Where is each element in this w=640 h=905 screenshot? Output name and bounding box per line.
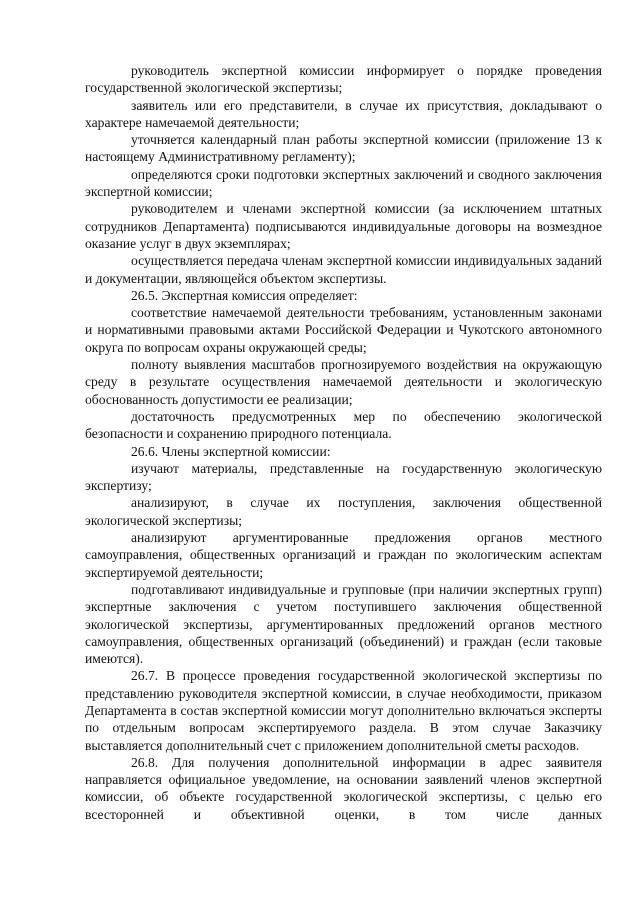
- paragraph-1: руководитель экспертной комиссии информирует о порядке проведения государственной экологической экспертизы;: [85, 63, 602, 96]
- paragraph-9: полноту выявления масштабов прогнозируемого воздействия на окружающую среду в результате осуществления намечаемой деятельности и экологическую обоснованность допустимости ее реализации;: [85, 357, 602, 407]
- paragraph-12: изучают материалы, представленные на государственную экологическую экспертизу;: [85, 460, 602, 494]
- section-26-8: 26.8. Для получения дополнительной информации в адрес заявителя направляется официальное уведомление, на основании заявлений членов экспертной комиссии, об объекте государственной экологической экспертизы, с целью его всесторонней и объективной оценки, в том числе данных: [85, 754, 602, 822]
- paragraph-14: анализируют аргументированные предложения органов местного самоуправления, общественных организаций и граждан по экологическим аспектам экспертируемой деятельности;: [85, 530, 602, 580]
- paragraph-10: достаточность предусмотренных мер по обеспечению экологической безопасности и сохранению природного потенциала.: [85, 408, 602, 442]
- section-26-7: 26.7. В процессе проведения государственной экологической экспертизы по представлению руководителя экспертной комиссии, в случае необходимости, приказом Департамента в состав экспертной комиссии могут дополнительно включаться эксперты по отдельным вопросам экспертируемого раздела. В этом случае Заказчику выставляется дополнительный счет с приложением дополнительной сметы расходов.: [85, 668, 602, 753]
- paragraph-8: соответствие намечаемой деятельности требованиям, установленным законами и нормативными правовыми актами Российской Федерации и Чукотского автономного округа по вопросам охраны окружающей среды;: [85, 305, 602, 355]
- paragraph-4: определяются сроки подготовки экспертных заключений и сводного заключения экспертной комиссии;: [85, 166, 602, 200]
- paragraph-15: подготавливают индивидуальные и групповые (при наличии экспертных групп) экспертные заключения с учетом поступившего заключения общественной экологической экспертизы, аргументированных предложений органов местного самоуправления, общественных организаций (объединений) и граждан (если таковые имеются).: [85, 581, 602, 667]
- paragraph-13: анализируют, в случае их поступления, заключения общественной экологической экспертизы;: [85, 495, 602, 528]
- paragraph-2: заявитель или его представители, в случае их присутствия, докладывают о характере намечаемой деятельности;: [85, 97, 602, 130]
- paragraph-3: уточняется календарный план работы экспертной комиссии (приложение 13 к настоящему Административному регламенту);: [85, 132, 602, 165]
- section-heading-26-6: 26.6. Члены экспертной комиссии:: [131, 443, 331, 459]
- section-heading-26-5: 26.5. Экспертная комиссия определяет:: [131, 287, 358, 303]
- paragraph-5: руководителем и членами экспертной комиссии (за исключением штатных сотрудников Департамента) подписываются индивидуальные договоры на возмездное оказание услуг в двух экземплярах;: [85, 201, 602, 251]
- paragraph-6: осуществляется передача членам экспертной комиссии индивидуальных заданий и документации, являющейся объектом экспертизы.: [85, 253, 602, 286]
